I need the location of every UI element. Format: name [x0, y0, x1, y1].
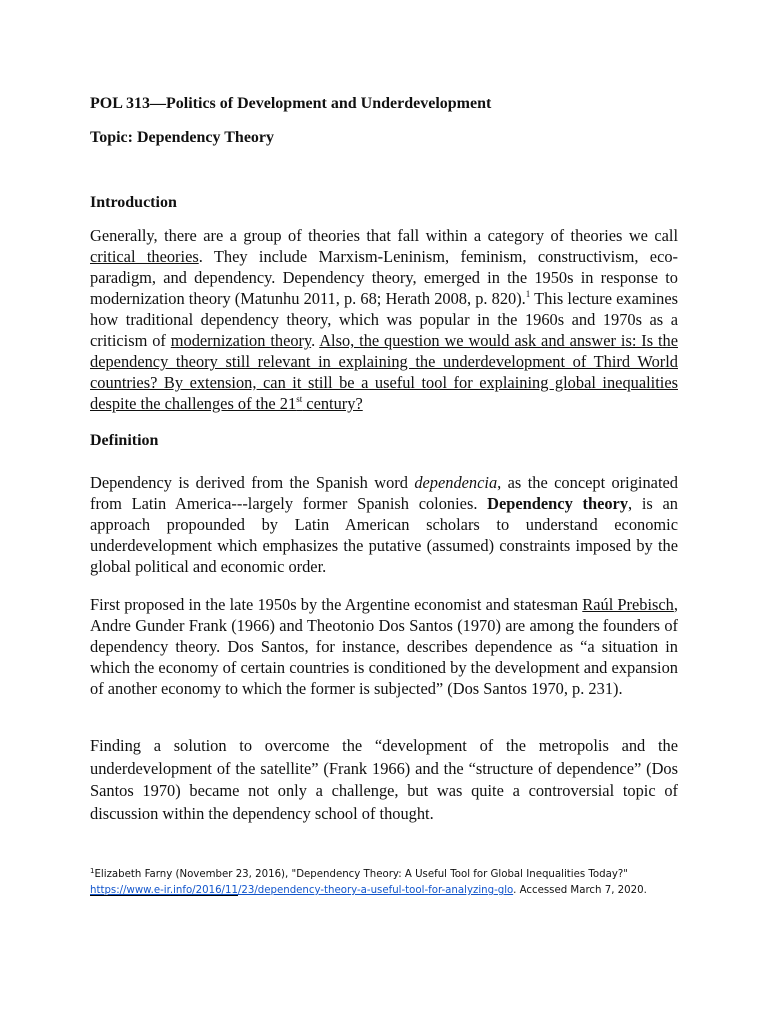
finding-solution-paragraph: Finding a solution to overcome the “development of the metropolis and the underdevelopment of the satellite” (Frank 1966) and the “structure of dependence” (Dos Santos 1970) became not only a challenge, but was quite a controversial topic of discussion within the dependency school of thought. — [90, 736, 678, 823]
footnote-mark: 1 — [90, 867, 95, 875]
definition-text-1: Dependency is derived from the Spanish word — [90, 473, 415, 492]
course-title: POL 313—Politics of Development and Underdevelopment — [90, 95, 492, 112]
founders-text-2: , Andre Gunder Frank (1966) and Theotonio Dos Santos (1970) are among the founders of dependency theory. Dos Santos, for instance, describes dependence as “a situation in which the economy of certain countries is conditioned by the development and expansion of another economy to which the former is subjected” (Dos Santos 1970, p. 231). — [90, 595, 678, 698]
topic-heading: Topic: Dependency Theory — [90, 129, 275, 146]
intro-text-4: . — [311, 331, 320, 350]
critical-theories-link[interactable]: critical theories — [90, 247, 199, 266]
footnote-reference[interactable]: 1 — [525, 289, 531, 299]
footnote-accessed-date: . Accessed March 7, 2020. — [513, 885, 647, 896]
intro-text-3: This lecture examines how traditional dependency theory, which was popular in the 1960s and 1970s as a criticism of — [90, 289, 678, 350]
definition-paragraph — [90, 472, 678, 577]
ordinal-suffix: st — [296, 394, 303, 404]
introduction-paragraph — [90, 225, 678, 414]
intro-text-2: . They include Marxism-Leninism, feminism, constructivism, eco-paradigm, and dependency. Dependency theory, emerged in the 1950s in response to modernization theory (Matunhu 2011, p. 68; Herath 2008, p. 820). — [90, 247, 678, 308]
introduction-heading: Introduction — [90, 194, 177, 211]
founders-paragraph — [90, 594, 678, 699]
research-question-end: century? — [302, 394, 363, 413]
dependency-theory-term: Dependency theory — [487, 494, 629, 513]
founders-text-1: First proposed in the late 1950s by the Argentine economist and statesman — [90, 595, 583, 614]
dependencia-term: dependencia — [414, 473, 498, 492]
footnote-url-link[interactable]: https://www.e-ir.info/2016/11/23/dependency-theory-a-useful-tool-for-analyzing-glo — [90, 885, 514, 896]
research-question-text: Also, the question we would ask and answer is: Is the dependency theory still relevant in explaining the underdevelopment of Third World countries? By extension, can it still be a useful tool for explaining global inequalities despite the challenges of the 21 — [90, 331, 678, 413]
definition-text-2: , as the concept originated from Latin America---largely former Spanish colonies. — [90, 473, 678, 513]
footnote-citation — [90, 867, 690, 883]
modernization-theory-link[interactable]: modernization theory — [170, 331, 312, 350]
footnote — [90, 867, 690, 899]
footnote-source — [90, 883, 690, 899]
raul-prebisch-link[interactable]: Raúl Prebisch — [582, 595, 674, 614]
definition-text-3: , is an approach propounded by Latin American scholars to understand economic underdevelopment which emphasizes the putative (assumed) constraints imposed by the global political and economic order. — [90, 494, 678, 576]
intro-text-1: Generally, there are a group of theories that fall within a category of theories we call — [90, 226, 678, 245]
definition-heading: Definition — [90, 432, 159, 449]
footnote-citation-text: Elizabeth Farny (November 23, 2016), "Dependency Theory: A Useful Tool for Global Inequalities Today?" — [94, 869, 628, 880]
